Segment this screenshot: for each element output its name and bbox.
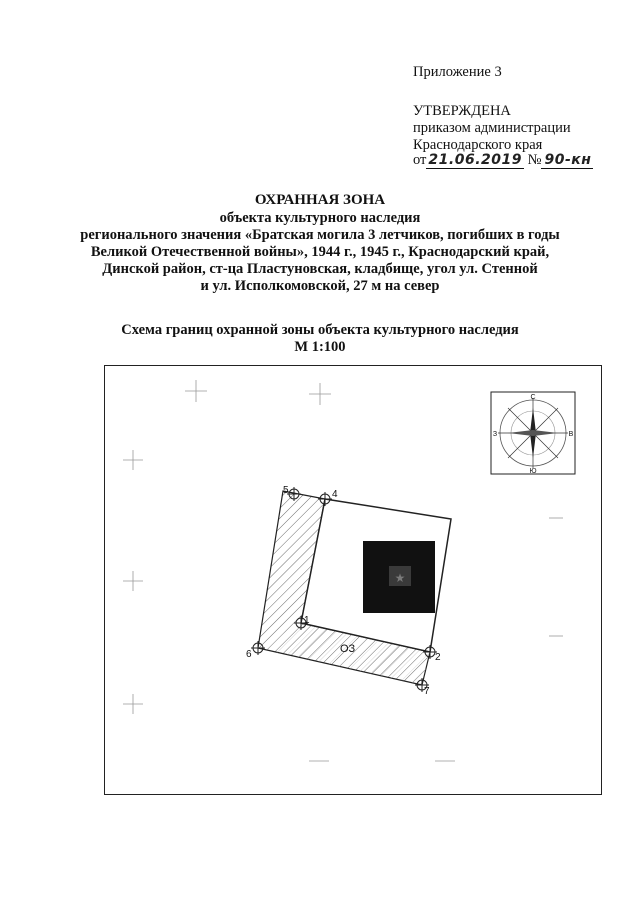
point-label-5: 5 bbox=[283, 485, 289, 496]
title-line-3: Великой Отечественной войны», 1944 г., 1945 г., Краснодарский край, bbox=[90, 244, 550, 260]
boundary-scheme-map bbox=[104, 365, 602, 795]
point-label-6: 6 bbox=[246, 649, 252, 660]
svg-text:★: ★ bbox=[394, 571, 406, 585]
title-line-1: объекта культурного наследия bbox=[219, 210, 421, 226]
document-title bbox=[0, 191, 640, 295]
title-line-4: Динской район, ст-ца Пластуновская, кладбище, угол ул. Стенной bbox=[102, 261, 538, 277]
point-label-4: 4 bbox=[332, 489, 338, 500]
point-label-7: 7 bbox=[424, 686, 430, 697]
appendix-label: Приложение 3 bbox=[413, 64, 502, 80]
date-prefix: от bbox=[413, 152, 427, 168]
number-value: 90-кн bbox=[541, 153, 593, 169]
compass-south: Ю bbox=[529, 468, 537, 475]
compass-east: В bbox=[568, 431, 574, 438]
number-prefix: № bbox=[527, 152, 542, 168]
compass-west: З bbox=[492, 431, 498, 438]
scheme-scale: М 1:100 bbox=[294, 339, 346, 355]
title-heading: ОХРАННАЯ ЗОНА bbox=[254, 192, 386, 208]
order-line: приказом администрации bbox=[413, 120, 571, 136]
region-line: Краснодарского края bbox=[413, 137, 543, 153]
zone-label: ОЗ bbox=[340, 643, 356, 655]
date-value: 21.06.2019 bbox=[428, 152, 522, 168]
compass-rose bbox=[491, 392, 575, 475]
scheme-caption bbox=[0, 322, 640, 356]
approved-label: УТВЕРЖДЕНА bbox=[413, 103, 511, 119]
title-line-2: регионального значения «Братская могила 3 летчиков, погибших в годы bbox=[80, 227, 560, 243]
point-label-1: 1 bbox=[304, 615, 310, 626]
compass-north: С bbox=[530, 394, 536, 401]
scheme-title: Схема границ охранной зоны объекта культурного наследия bbox=[121, 322, 519, 338]
title-line-5: и ул. Исполкомовской, 27 м на север bbox=[200, 278, 440, 294]
approval-date-number bbox=[413, 152, 593, 169]
point-label-2: 2 bbox=[435, 652, 441, 663]
